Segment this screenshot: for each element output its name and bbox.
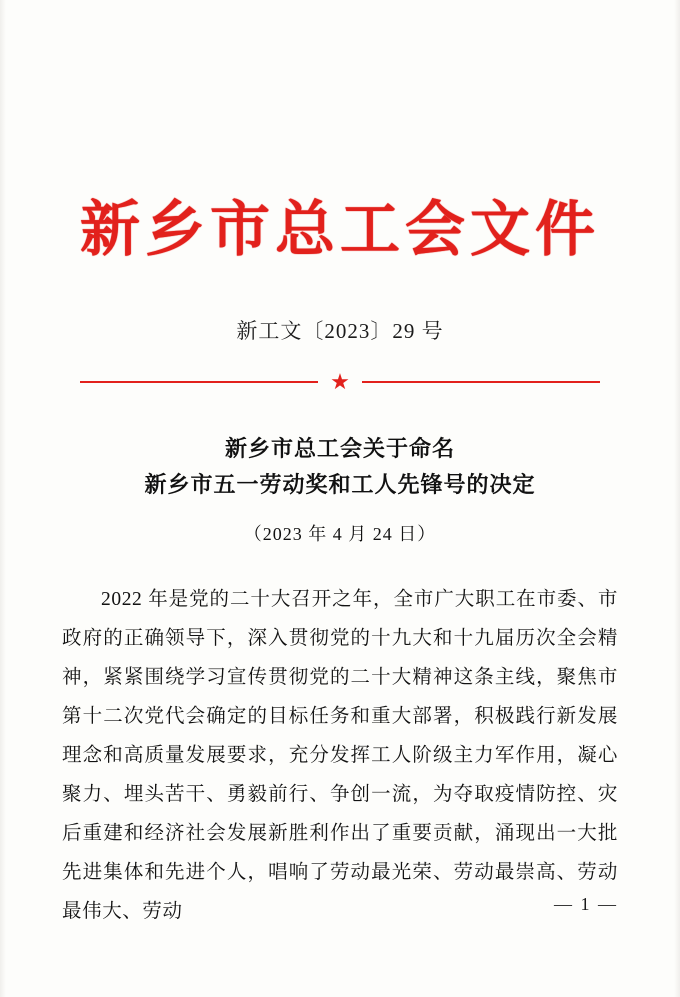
scan-edge-right — [674, 0, 680, 997]
document-header — [0, 0, 680, 345]
page-title: 新乡市总工会文件 — [80, 195, 600, 265]
decision-title-line-2: 新乡市五一劳动奖和工人先锋号的决定 — [144, 472, 536, 499]
star-icon: ★ — [330, 369, 350, 394]
scan-edge-left — [0, 0, 6, 997]
divider-line-right — [362, 381, 600, 383]
divider-line-left — [80, 381, 318, 383]
decision-date: （2023 年 4 月 24 日） — [243, 523, 437, 544]
document-number: 新工文〔2023〕29 号 — [236, 319, 444, 343]
body-paragraph: 2022 年是党的二十大召开之年，全市广大职工在市委、市政府的正确领导下，深入贯彻党的十九大和十九届历次全会精神，紧紧围绕学习宣传贯彻党的二十大精神这条主线，聚焦市第十二次党代会确定的目标任务和重大部署，积极践行新发展理念和高质量发展要求，充分发挥工人阶级主力军作用，凝心聚力、埋头苦干、勇毅前行、争创一流，为夺取疫情防控、灾后重建和经济社会发展新胜利作出了重要贡献，涌现出一大批先进集体和先进个人，唱响了劳动最光荣、劳动最崇高、劳动最伟大、劳动 — [62, 588, 618, 922]
page-number: — 1 — — [554, 894, 618, 914]
decision-title-line-1: 新乡市总工会关于命名 — [224, 436, 455, 462]
red-divider — [80, 369, 600, 394]
body-text — [62, 580, 618, 931]
decision-title — [0, 431, 680, 504]
